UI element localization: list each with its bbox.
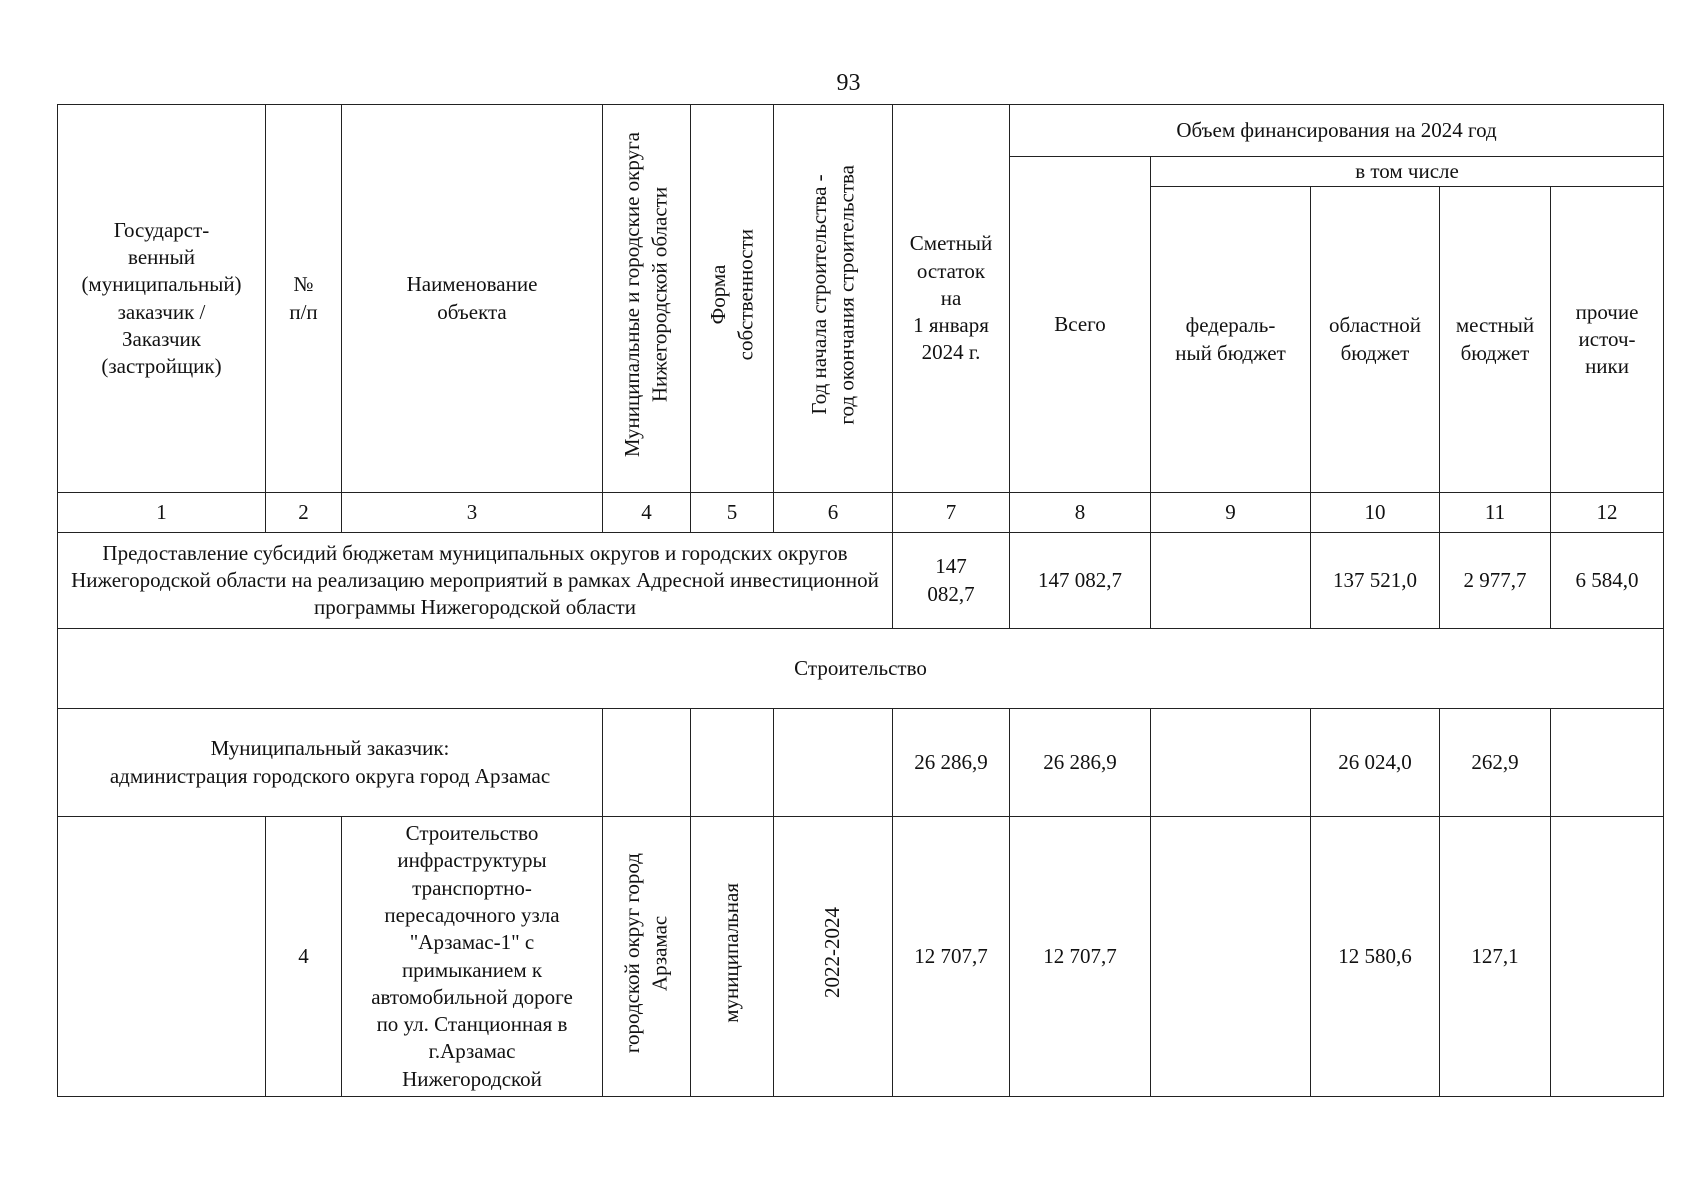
customer-label: Муниципальный заказчик: администрация городского округа город Арзамас	[58, 709, 603, 817]
investment-program-table	[57, 104, 1664, 1097]
object-num: 4	[266, 817, 342, 1097]
header-federal: федераль- ный бюджет	[1151, 187, 1311, 493]
object-years	[774, 817, 893, 1097]
section-row	[58, 629, 1664, 709]
subsidy-federal	[1151, 533, 1311, 629]
object-ownership	[691, 817, 774, 1097]
header-local: местный бюджет	[1440, 187, 1551, 493]
header-municipality	[603, 105, 691, 493]
customer-ownership	[691, 709, 774, 817]
header-other: прочие источ- ники	[1551, 187, 1664, 493]
customer-regional: 26 024,0	[1311, 709, 1440, 817]
column-number: 5	[691, 493, 774, 533]
object-estimate: 12 707,7	[893, 817, 1010, 1097]
column-number: 8	[1010, 493, 1151, 533]
header-customer: Государст- венный (муниципальный) заказчик / Заказчик (застройщик)	[58, 105, 266, 493]
column-number: 2	[266, 493, 342, 533]
column-number: 9	[1151, 493, 1311, 533]
header-object-name: Наименование объекта	[342, 105, 603, 493]
column-numbers-row	[58, 493, 1664, 533]
column-number: 3	[342, 493, 603, 533]
customer-years	[774, 709, 893, 817]
object-ownership-label: муниципальная	[719, 882, 744, 1023]
header-financing: Объем финансирования на 2024 год	[1010, 105, 1664, 157]
object-municipality-label: городской округ город Арзамас	[620, 852, 672, 1053]
header-num: № п/п	[266, 105, 342, 493]
column-number: 6	[774, 493, 893, 533]
customer-estimate: 26 286,9	[893, 709, 1010, 817]
subsidy-row	[58, 533, 1664, 629]
object-regional: 12 580,6	[1311, 817, 1440, 1097]
section-title: Строительство	[58, 629, 1664, 709]
customer-row	[58, 709, 1664, 817]
object-name: Строительство инфраструктуры транспортно- пересадочного узла "Арзамас-1" с примыканием к автомобильной дороге по ул. Станционная в г.Арзамас Нижегородской	[342, 817, 603, 1097]
header-total: Всего	[1010, 157, 1151, 493]
object-municipality	[603, 817, 691, 1097]
object-customer	[58, 817, 266, 1097]
column-number: 7	[893, 493, 1010, 533]
customer-other	[1551, 709, 1664, 817]
header-ownership-label: Форма собственности	[705, 229, 757, 361]
object-other	[1551, 817, 1664, 1097]
subsidy-total: 147 082,7	[1010, 533, 1151, 629]
subsidy-regional: 137 521,0	[1311, 533, 1440, 629]
column-number: 12	[1551, 493, 1664, 533]
header-municipality-label: Муниципальные и городские округа Нижегородской области	[620, 132, 672, 458]
header-estimate: Сметный остаток на 1 января 2024 г.	[893, 105, 1010, 493]
customer-total: 26 286,9	[1010, 709, 1151, 817]
object-local: 127,1	[1440, 817, 1551, 1097]
column-number: 1	[58, 493, 266, 533]
object-years-label: 2022-2024	[820, 907, 845, 999]
header-including: в том числе	[1151, 157, 1664, 187]
customer-local: 262,9	[1440, 709, 1551, 817]
header-years-label: Год начала строительства - год окончания строительства	[806, 165, 858, 425]
column-number: 11	[1440, 493, 1551, 533]
header-regional: областной бюджет	[1311, 187, 1440, 493]
customer-municipality	[603, 709, 691, 817]
subsidy-local: 2 977,7	[1440, 533, 1551, 629]
object-total: 12 707,7	[1010, 817, 1151, 1097]
object-row	[58, 817, 1664, 1097]
header-years	[774, 105, 893, 493]
customer-federal	[1151, 709, 1311, 817]
subsidy-label: Предоставление субсидий бюджетам муниципальных округов и городских округов Нижегородской области на реализацию мероприятий в рамках Адресной инвестиционной программы Нижегородской области	[58, 533, 893, 629]
object-federal	[1151, 817, 1311, 1097]
subsidy-other: 6 584,0	[1551, 533, 1664, 629]
column-number: 10	[1311, 493, 1440, 533]
column-number: 4	[603, 493, 691, 533]
header-ownership	[691, 105, 774, 493]
page-number: 93	[836, 70, 861, 96]
subsidy-estimate: 147 082,7	[893, 533, 1010, 629]
